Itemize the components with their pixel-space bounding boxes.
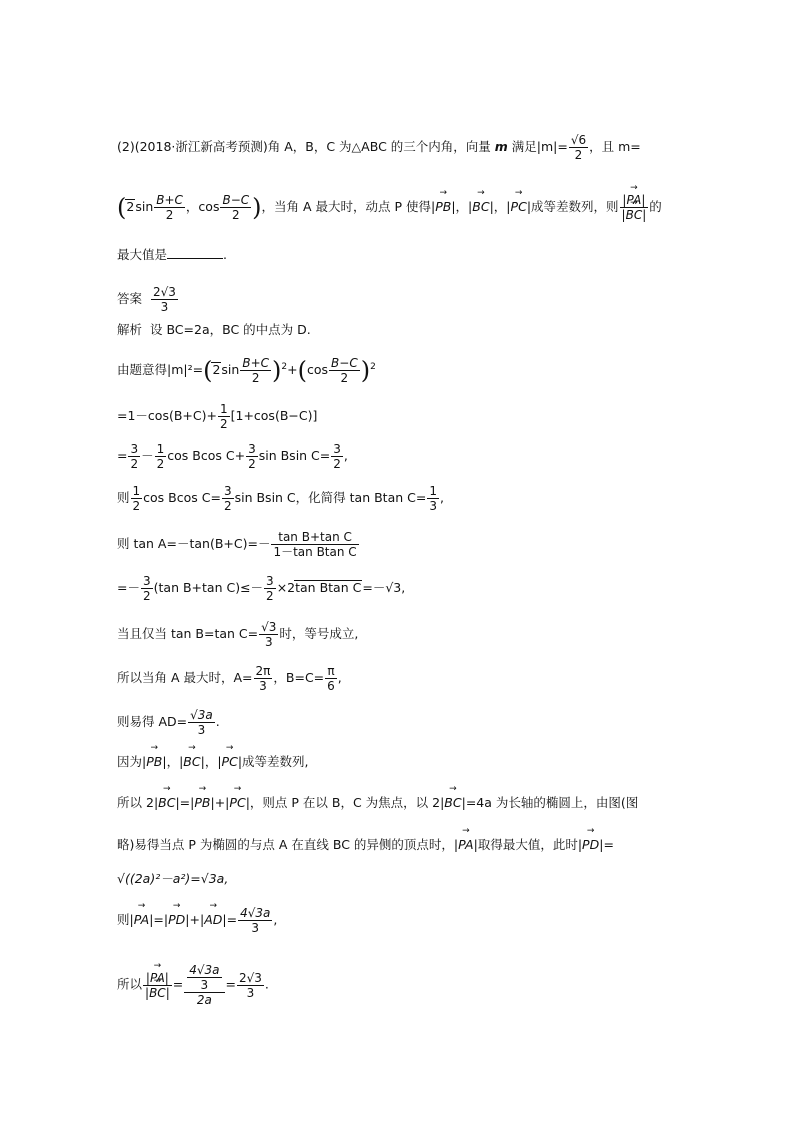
fraction-sqrt6-over-2: $\frac{√6}{2}$ xyxy=(570,133,587,162)
solution-line-6: 则 tan A=－tan(B+C)=－ $\frac{\text{tan B+tan C}}{\text{1－tan Btan C}}$ xyxy=(117,530,357,559)
problem-question: 最大值是 xyxy=(117,247,168,262)
problem-line-2-text: ，当角 A 最大时，动点 P 使得 xyxy=(261,199,431,214)
problem-condition: 满足|m|= xyxy=(507,139,568,154)
solution-line-1 xyxy=(117,321,311,339)
problem-line-2: (2sin $\frac{B+C}{2}$ ，cos $\frac{B-C}{2}$ )，当角 A 最大时，动点 P 使得|→ PB|，|→ BC|，|→ PC|成等差数列，则 $\frac{|\to PA|}{|\to BC|}$ 的 xyxy=(117,193,662,222)
solution-line-3-text: =1－cos(B+C)+ xyxy=(117,408,217,423)
problem-line-2-end: 的 xyxy=(649,199,662,214)
vector-pb: → PB xyxy=(435,198,451,216)
fraction-b-plus-c-over-2: $\frac{B+C}{2}$ xyxy=(156,193,183,222)
solution-line-15: 则|→ PA|=|→ PD|+|→ AD|= $\frac{4√3a}{3}$ , xyxy=(117,906,277,935)
problem-intro: A，B，C 为△ABC 的三个内角，向量 xyxy=(284,139,495,154)
problem-line-3: 最大值是 . xyxy=(117,247,227,262)
solution-line-12: 所以 2|→ BC|=|→ PB|+|→ PC|，则点 P 在以 B，C 为焦点，以 2|→ BC|=4a 为长轴的椭圆上，由图(图 xyxy=(117,794,638,812)
solution-line-16: 所以 $\frac{|\to PA|}{|\to BC|}$ = $\frac{\frac{4√3a}{3}}{2a}$ = $\frac{2√3}{3}$ . xyxy=(117,963,269,1007)
answer-line xyxy=(117,285,179,314)
vector-bc: → BC xyxy=(472,198,489,216)
solution-line-5: 则 $\frac{1}{2}$ cos Bcos C= $\frac{3}{2}$ sin Bsin C，化简得 tan Btan C= $\frac{1}{3}$ , xyxy=(117,484,444,513)
answer-value: $\frac{2√3}{3}$ xyxy=(152,285,176,314)
problem-source: (2)(2018·浙江新高考预测)角 xyxy=(117,139,281,154)
solution-line-9: 所以当角 A 最大时，A= $\frac{2\pi}{3}$ ，B=C= $\frac{\pi}{6}$ , xyxy=(117,664,342,693)
solution-line-14: √((2a)²－a²)=√3a, xyxy=(117,871,229,886)
sqrt-2: 2 xyxy=(126,199,135,214)
problem-condition-tail: ，且 m= xyxy=(589,139,641,154)
vector-pc: → PC xyxy=(511,198,527,216)
answer-label: 答案 xyxy=(117,291,143,306)
solution-line-4: = $\frac{3}{2}$ － $\frac{1}{2}$ cos Bcos C+ $\frac{3}{2}$ sin Bsin C= $\frac{3}{2}$ , xyxy=(117,442,348,471)
solution-line-2: 由题意得|m|²=(2sin $\frac{B+C}{2}$ )$^2$+(cos $\frac{B-C}{2}$ )$^2$ xyxy=(117,356,376,385)
solution-line-3: =1－cos(B+C)+ $\frac{1}{2}$ [1+cos(B−C)] xyxy=(117,402,318,431)
solution-line-2-prefix: 由题意得|m|²= xyxy=(117,362,204,377)
solution-line-10: 则易得 AD= $\frac{√3a}{3}$ . xyxy=(117,708,220,737)
solution-line-7: =－ $\frac{3}{2}$ (tan B+tan C)≤－ $\frac{3}{2}$ ×2tan Btan C=－√3, xyxy=(117,574,406,603)
fraction-b-minus-c-over-2: $\frac{B-C}{2}$ xyxy=(222,193,250,222)
problem-line-1 xyxy=(117,133,641,162)
solution-setup: 设 BC=2a，BC 的中点为 D. xyxy=(149,322,311,337)
answer-blank xyxy=(167,248,223,259)
solution-line-13: 略)易得当点 P 为椭圆的与点 A 在直线 BC 的异侧的顶点时，|→ PA|取得最大值，此时|→ PD|= xyxy=(117,836,614,854)
solution-label: 解析 xyxy=(117,322,143,337)
vector-m: m xyxy=(494,139,508,154)
problem-line-2-tail: 成等差数列，则 xyxy=(531,199,619,214)
solution-line-11: 因为|→ PB|，|→ BC|，|→ PC|成等差数列, xyxy=(117,753,309,771)
fraction-pa-over-bc: $\frac{|\to PA|}{|\to BC|}$ xyxy=(620,193,649,222)
solution-line-3-tail: [1+cos(B−C)] xyxy=(230,408,318,423)
solution-line-8: 当且仅当 tan B=tan C= $\frac{√3}{3}$ 时，等号成立, xyxy=(117,620,359,649)
